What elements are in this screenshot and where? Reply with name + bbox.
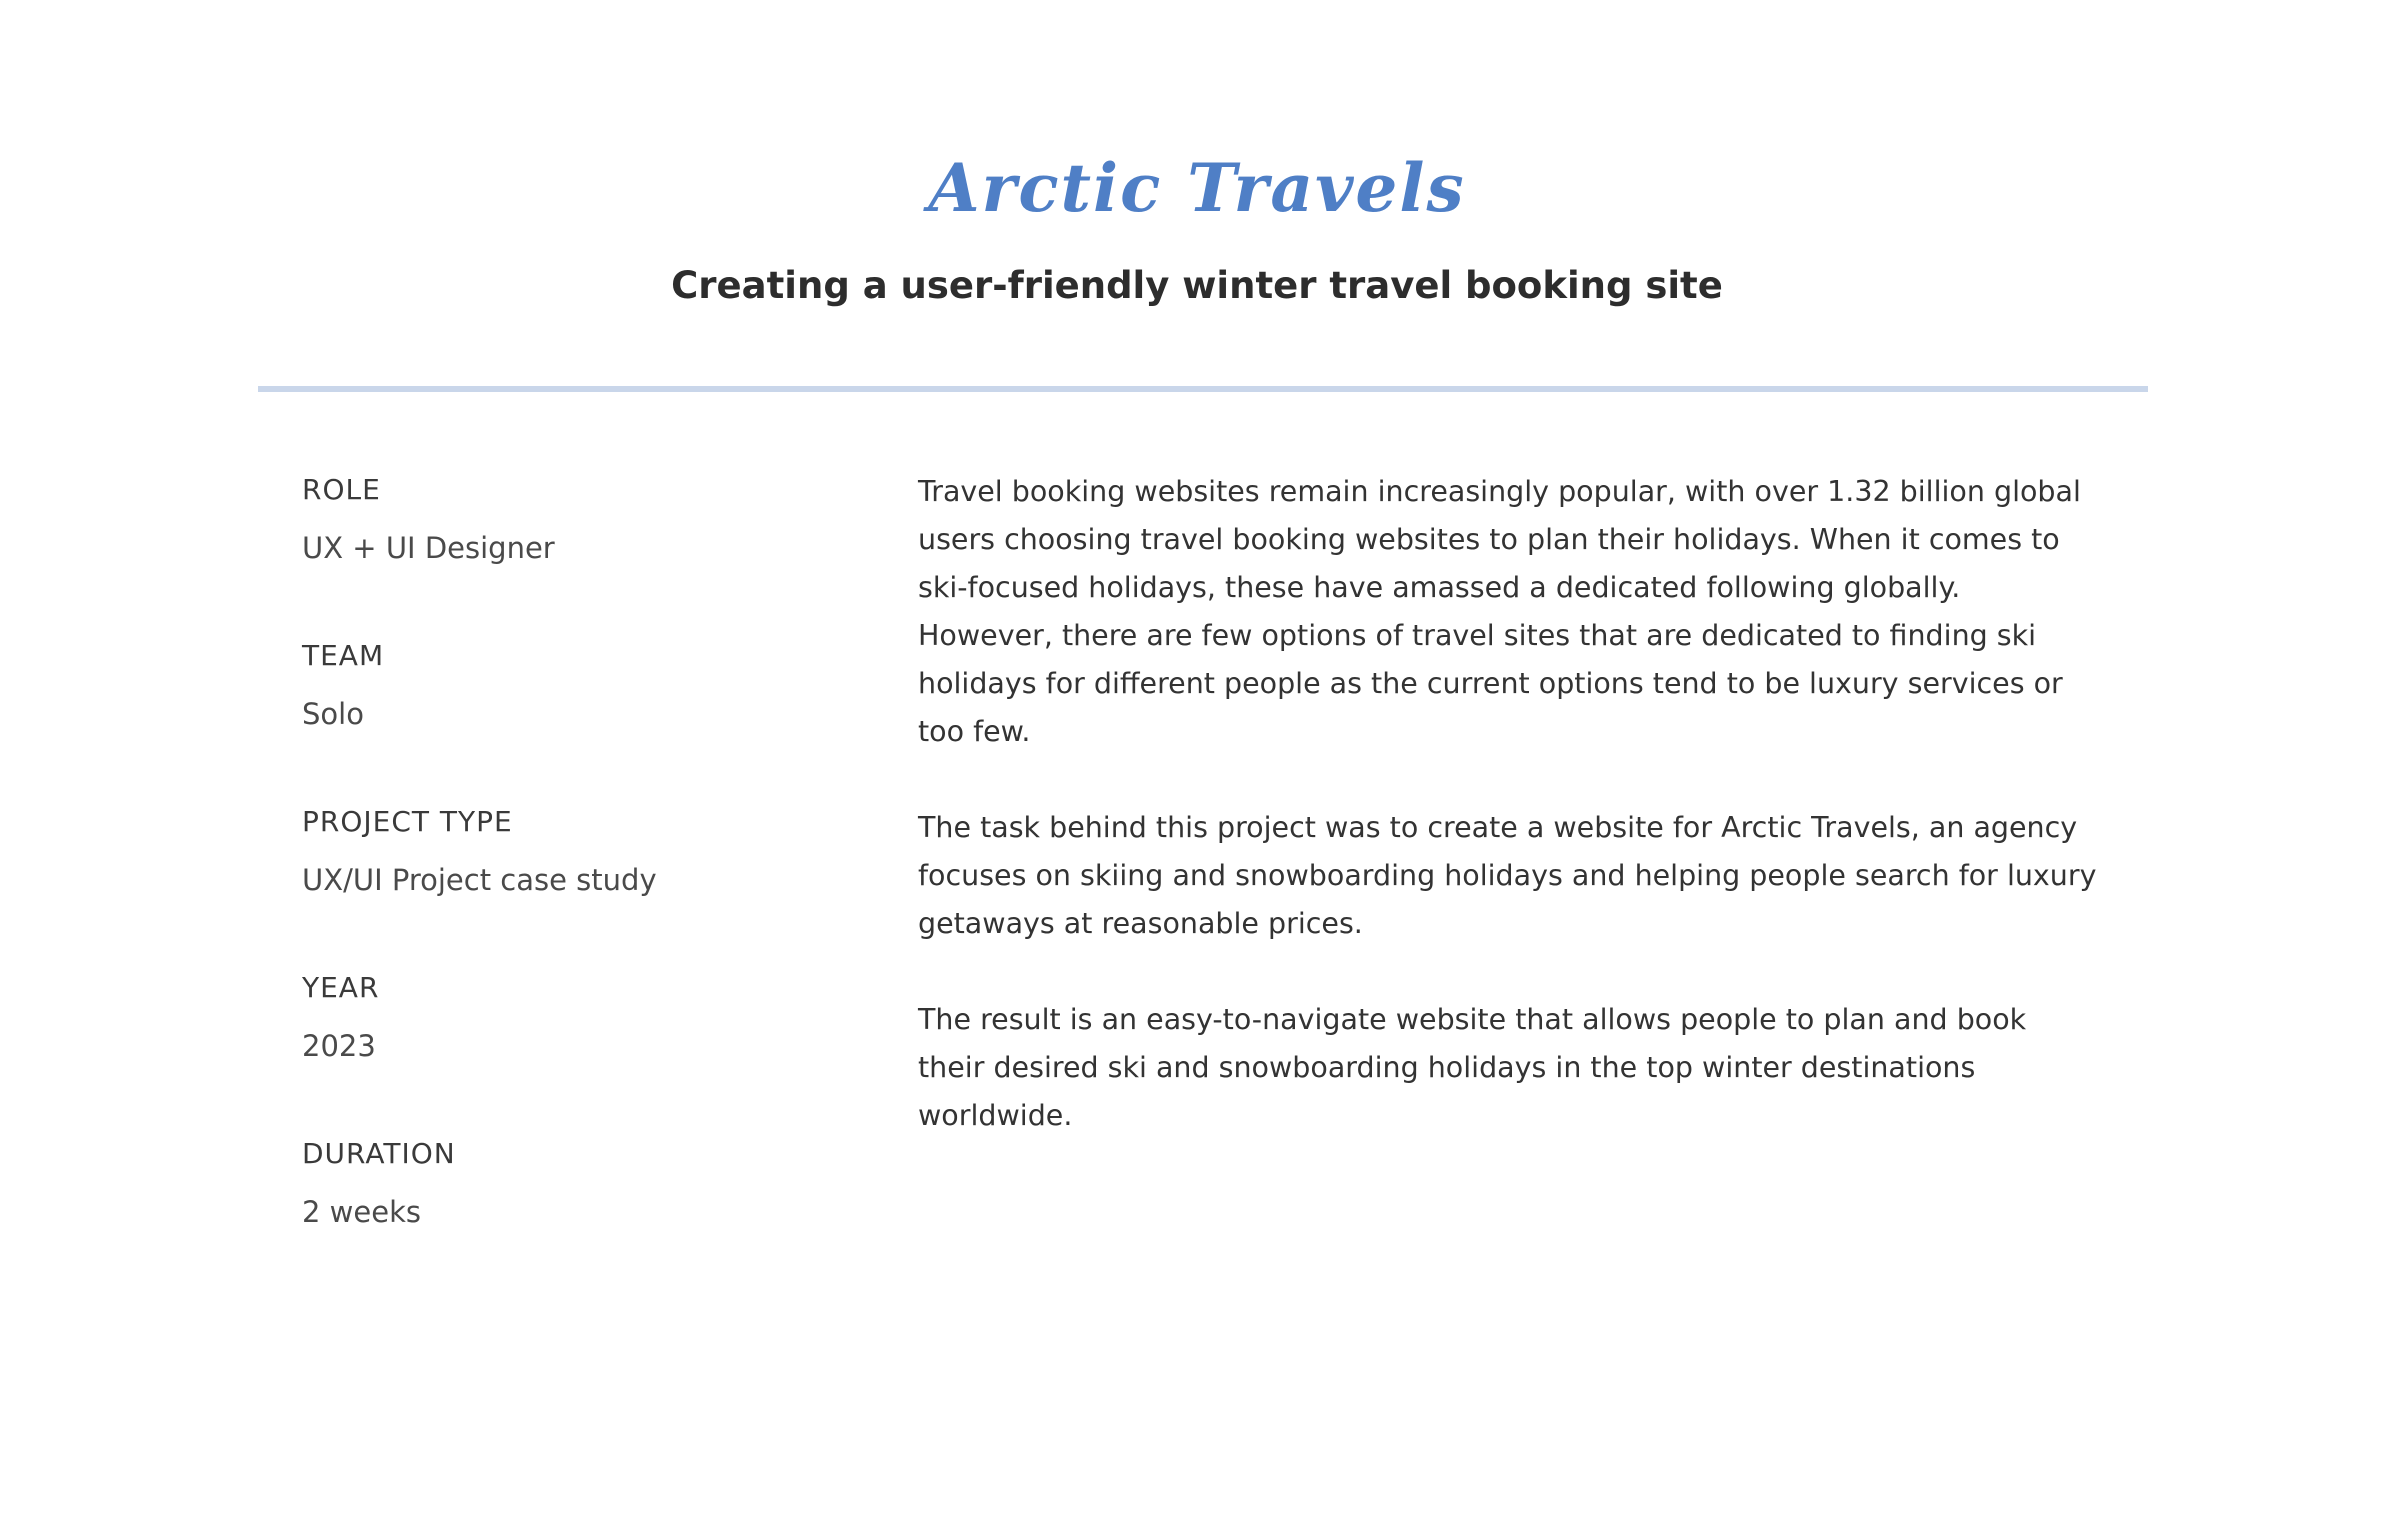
meta-project-type: [302, 802, 862, 968]
meta-label: TEAM: [302, 639, 385, 672]
meta-value: UX/UI Project case study: [302, 863, 657, 897]
project-meta: [302, 470, 862, 1300]
meta-team: [302, 636, 862, 802]
meta-label: ROLE: [302, 473, 381, 506]
meta-value: 2 weeks: [302, 1195, 421, 1229]
project-description: [918, 468, 2098, 1188]
header-divider: [258, 386, 2148, 392]
page-subtitle: Creating a user-friendly winter travel booking site: [671, 264, 1723, 307]
meta-role: [302, 470, 862, 636]
description-paragraph: The task behind this project was to create a website for Arctic Travels, an agency focuses on skiing and snowboarding holidays and helping people search for luxury getaways at reasonable prices.: [918, 811, 2097, 940]
meta-label: PROJECT TYPE: [302, 805, 513, 838]
description-paragraph: Travel booking websites remain increasingly popular, with over 1.32 billion global users choosing travel booking websites to plan their holidays. When it comes to ski-focused holidays, these have amassed a dedicated following globally. However, there are few options of travel sites that are dedicated to finding ski holidays for different people as the current options tend to be luxury services or too few.: [918, 475, 2081, 748]
description-paragraph: The result is an easy-to-navigate website that allows people to plan and book their desired ski and snowboarding holidays in the top winter destinations worldwide.: [918, 1003, 2027, 1132]
meta-label: YEAR: [302, 971, 380, 1004]
meta-duration: [302, 1134, 862, 1300]
brand-title: Arctic Travels: [928, 149, 1466, 227]
meta-value: Solo: [302, 697, 364, 731]
meta-label: DURATION: [302, 1137, 456, 1170]
meta-year: [302, 968, 862, 1134]
meta-value: 2023: [302, 1029, 376, 1063]
meta-value: UX + UI Designer: [302, 531, 555, 565]
